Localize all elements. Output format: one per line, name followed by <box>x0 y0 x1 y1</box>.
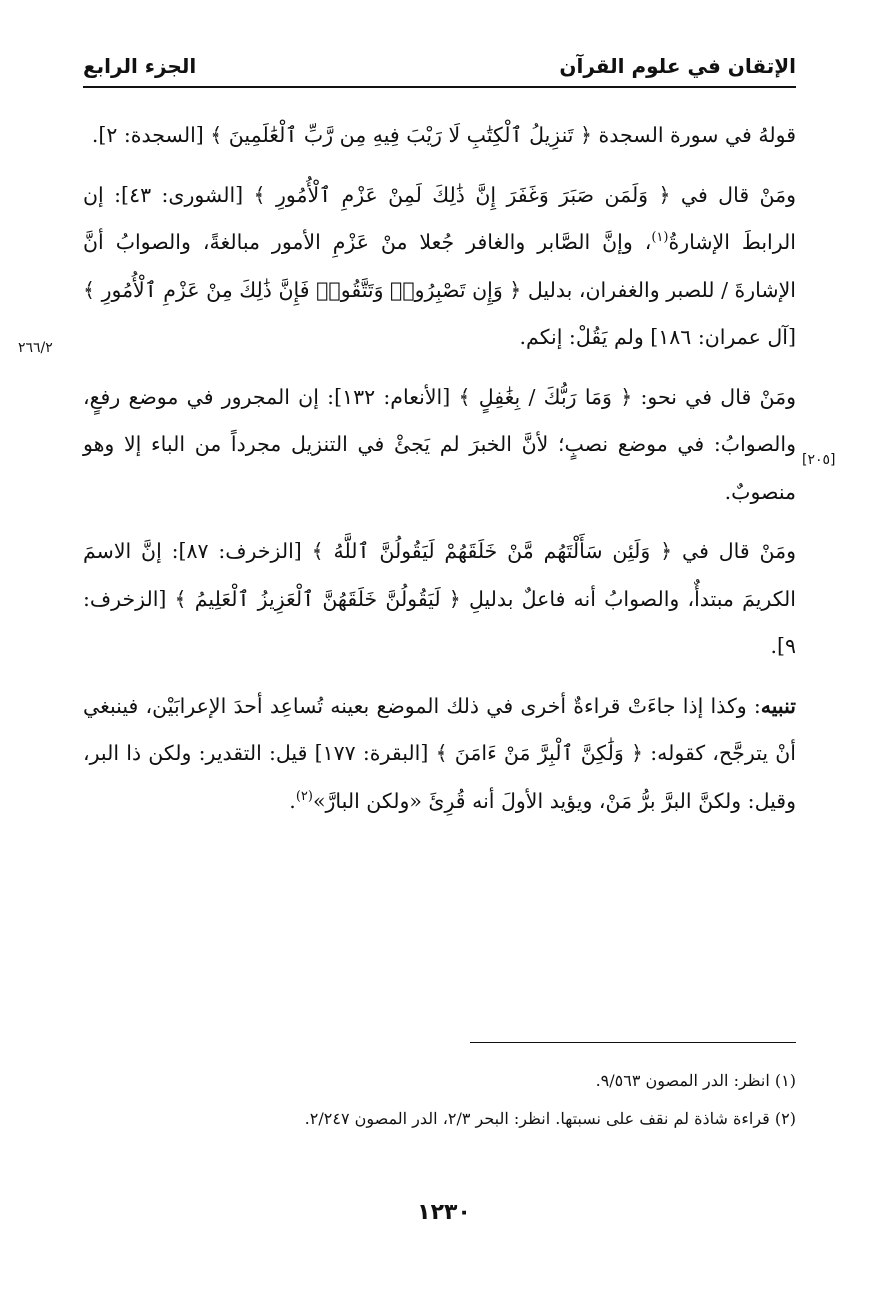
book-title: الإتقان في علوم القرآن <box>559 54 796 78</box>
paragraph-4: ومَنْ قال في ﴿ وَلَئِن سَأَلْتَهُم مَّنْ خَلَقَهُمْ لَيَقُولُنَّ ٱللَّهُ ﴾ [الزخرف: ٨٧]: إنَّ الاسمَ الكريمَ مبتدأٌ، والصوابُ أنه فاعلٌ بدليلِ ﴿ لَيَقُولُنَّ خَلَقَهُنَّ ٱلْعَزِيزُ ٱلْعَلِيمُ ﴾ [الزخرف: ٩]. <box>83 539 796 658</box>
footnote-1: (١) انظر: الدر المصون ٩/٥٦٣. <box>595 1071 796 1090</box>
footnotes <box>83 1062 796 1138</box>
paragraph-1: قولهُ في سورة السجدة ﴿ تَنزِيلُ ٱلْكِتَٰبِ لَا رَيْبَ فِيهِ مِن رَّبِّ ٱلْعَٰلَمِينَ ﴾ [السجدة: ٢]. <box>91 123 796 147</box>
paragraph-5: تنبيه: وكذا إذا جاءَتْ قراءةٌ أخرى في ذلك الموضع بعينه تُساعِد أحدَ الإعرابَيْن، فينبغي أنْ يترجَّح، كقوله: ﴿ وَلَٰكِنَّ ٱلْبِرَّ مَنْ ءَامَنَ ﴾ [البقرة: ١٧٧] قيل: التقدير: ولكن ذا البر، وقيل: ولكنَّ البرَّ برُّ مَنْ، ويؤيد الأولَ أنه قُرِئَ «ولكن البارَّ»$^{(٢)}$. <box>83 693 796 813</box>
page-number: ١٢٣٠ <box>417 1200 471 1225</box>
section-number: [٢٠٥] <box>802 452 836 468</box>
paragraph-2: ومَنْ قال في ﴿ وَلَمَن صَبَرَ وَغَفَرَ إِنَّ ذَٰلِكَ لَمِنْ عَزْمِ ٱلْأُمُورِ ﴾ [الشورى: ٤٣]: إن الرابطَ الإشارةُ$^{(١)}$، وإنَّ الصَّابر والغافر جُعلا منْ عَزْمِ الأمور مبالغةً، والصوابُ أنَّ الإشارةَ / للصبر والغفران، بدليل ﴿ وَإِن تَصْبِرُوا۟ وَتَتَّقُوا۟ فَإِنَّ ذَٰلِكَ مِنْ عَزْمِ ٱلْأُمُورِ ﴾ [آل عمران: ١٨٦] ولم يَقُلْ: إنكم. <box>83 182 797 349</box>
footnote-2: (٢) قراءة شاذة لم نقف على نسبتها. انظر: البحر ٢/٣، الدر المصون ٢/٢٤٧. <box>304 1109 796 1128</box>
footnote-ref: (٢) <box>295 788 313 804</box>
note-heading: تنبيه <box>760 693 796 718</box>
paragraph-3: ومَنْ قال في نحو: ﴿ وَمَا رَبُّكَ / بِغَٰفِلٍ ﴾ [الأنعام: ١٣٢]: إن المجرور في موضع رفعٍ، والصوابُ: في موضع نصبٍ؛ لأنَّ الخبرَ لم يَجئْ في التنزيل مجرداً من الباء إلا وهو منصوبٌ. <box>83 384 796 504</box>
part-label: الجزء الرابع <box>83 54 197 78</box>
volume-page-marker: ٢٦٦/٢ <box>18 340 53 356</box>
main-text <box>83 112 796 837</box>
running-header <box>83 46 796 88</box>
footnote-ref: (١) <box>651 230 669 246</box>
footnote-divider <box>470 1042 796 1043</box>
